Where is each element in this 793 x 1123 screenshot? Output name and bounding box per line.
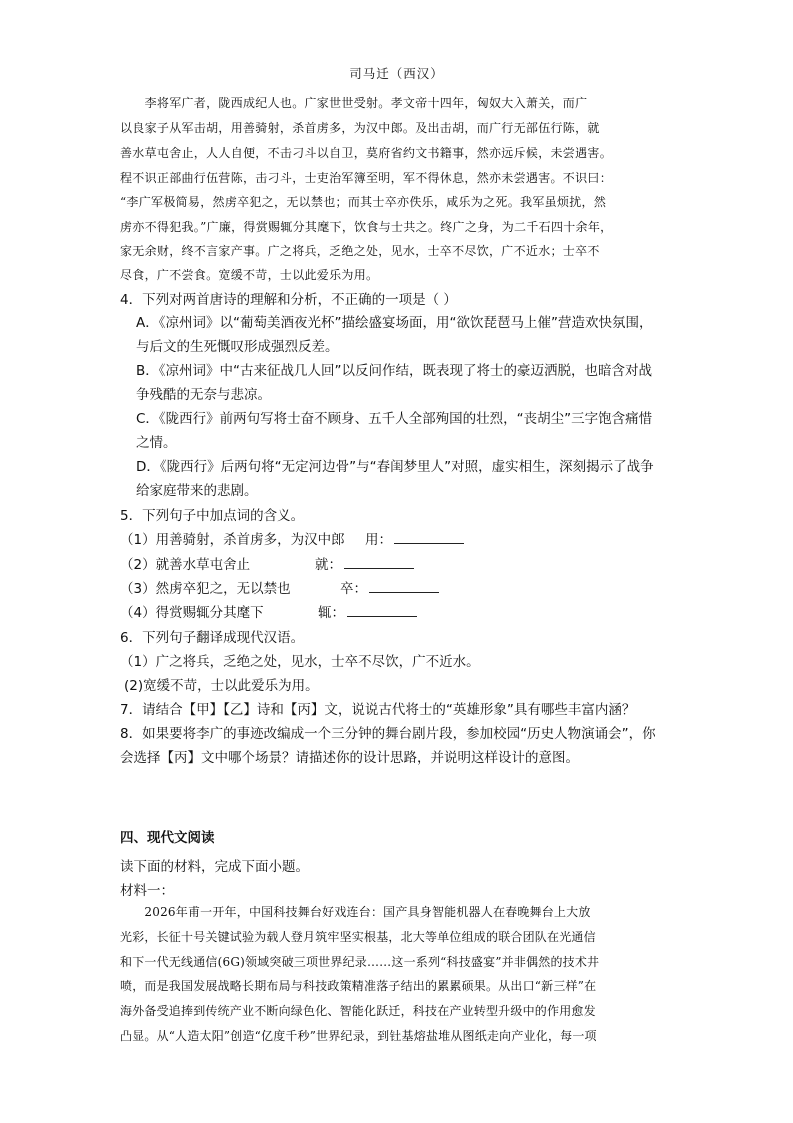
material-line-4: 喷，而是我国发展战略长期布局与科技政策精准落子结出的累累硕果。从出口“新三样”在	[120, 979, 597, 993]
question-4-option-b: B．《凉州词》中“古来征战几人回”以反问作结，既表现了将士的豪迈洒脱，也暗含对战	[136, 363, 652, 379]
answer-blank[interactable]	[394, 530, 464, 544]
question-5-answer-4	[318, 601, 417, 621]
item-word: 卒：	[340, 581, 367, 597]
question-5-answer-2	[315, 553, 414, 573]
question-4-option-d-cont: 给家庭带来的悲剧。	[136, 483, 258, 499]
answer-blank[interactable]	[369, 579, 439, 593]
question-5-answer-1	[365, 528, 464, 548]
classical-line-1: 李将军广者，陇西成纪人也。广家世世受射。孝文帝十四年，匈奴大入萧关，而广	[120, 96, 588, 110]
classical-line-5: “李广军极简易，然虏卒犯之，无以禁也；而其士卒亦佚乐，咸乐为之死。我军虽烦扰，然	[120, 195, 607, 209]
item-number: （1）	[120, 532, 156, 548]
classical-line-8: 尽食，广不尝食。宽缓不苛，士以此爱乐为用。	[120, 268, 379, 282]
question-5-item-1	[120, 528, 345, 548]
section-heading: 四、现代文阅读	[120, 830, 215, 846]
question-4-option-c-cont: 之情。	[136, 435, 177, 451]
question-8-line-1: 8．如果要将李广的事迹改编成一个三分钟的舞台剧片段，参加校园“历史人物演诵会”，你	[120, 726, 656, 742]
question-8-line-2: 会选择【丙】文中哪个场景？请描述你的设计思路，并说明这样设计的意图。	[120, 750, 579, 766]
item-word: 辄：	[318, 605, 345, 621]
question-6-item-1: （1）广之将兵，乏绝之处，见水，士卒不尽饮，广不近水。	[120, 654, 480, 670]
item-text: 就善水草屯舍止	[155, 557, 251, 573]
material-line-2: 光彩，长征十号关键试验为载人登月筑牢坚实根基，北大等单位组成的联合团队在光通信	[120, 930, 596, 944]
question-5-item-2	[120, 553, 250, 573]
classical-line-7: 家无余财，终不言家产事。广之将兵，乏绝之处，见水，士卒不尽饮，广不近水；士卒不	[120, 244, 600, 258]
classical-line-6: 虏亦不得犯我。”广廉，得赏赐辄分其麾下，饮食与士共之。终广之身，为二千石四十余年，	[120, 220, 613, 234]
answer-blank[interactable]	[344, 555, 414, 569]
question-6-stem: 6．下列句子翻译成现代汉语。	[120, 630, 305, 646]
question-4-stem: 4．下列对两首唐诗的理解和分析，不正确的一项是（ ）	[120, 292, 457, 308]
question-4-option-d: D．《陇西行》后两句将“无定河边骨”与“春闺梦里人”对照，虚实相生，深刻揭示了战争	[136, 459, 654, 475]
answer-blank[interactable]	[347, 603, 417, 617]
item-number: （2）	[120, 557, 156, 573]
material-line-6: 凸显。从“人造太阳”创造“亿度千秒”世界纪录，到钍基熔盐堆从图纸走向产业化，每一项	[120, 1029, 597, 1043]
material-line-3: 和下一代无线通信(6G)领域突破三项世界纪录……这一系列“科技盛宴”并非偶然的技术井	[120, 955, 600, 969]
passage-title: 司马迁（西汉）	[349, 66, 444, 81]
question-5-answer-3	[340, 577, 439, 597]
question-4-option-c: C．《陇西行》前两句写将士奋不顾身、五千人全部殉国的壮烈，“丧胡尘”三字饱含痛惜	[136, 411, 653, 427]
classical-line-2: 以良家子从军击胡，用善骑射，杀首虏多，为汉中郎。及出击胡，而广行无部伍行陈，就	[120, 121, 600, 135]
classical-line-3: 善水草屯舍止，人人自便，不击刁斗以自卫，莫府省约文书籍事，然亦远斥候，未尝遇害。	[120, 146, 613, 160]
question-7: 7．请结合【甲】【乙】诗和【丙】文，说说古代将士的“英雄形象”具有哪些丰富内涵？	[120, 702, 636, 718]
material-line-1: 2026年甫一开年，中国科技舞台好戏连台：国产具身智能机器人在春晚舞台上大放	[120, 905, 591, 919]
question-6-item-2: (2)宽缓不苛，士以此爱乐为用。	[124, 678, 319, 694]
item-text: 得赏赐辄分其麾下	[155, 605, 264, 621]
item-number: （4）	[120, 605, 156, 621]
question-4-option-a-cont: 与后文的生死慨叹形成强烈反差。	[136, 339, 339, 355]
section-instruction: 读下面的材料，完成下面小题。	[120, 859, 309, 875]
question-4-option-a: A．《凉州词》以“葡萄美酒夜光杯”描绘盛宴场面，用“欲饮琵琶马上催”营造欢快氛围，	[136, 315, 653, 331]
item-text: 然虏卒犯之，无以禁也	[155, 581, 291, 597]
material-line-5: 海外备受追捧到传统产业不断向绿色化、智能化跃迁，科技在产业转型升级中的作用愈发	[120, 1004, 596, 1018]
question-5-stem: 5．下列句子中加点词的含义。	[120, 508, 305, 524]
item-word: 用：	[365, 532, 392, 548]
item-number: （3）	[120, 581, 156, 597]
item-word: 就：	[315, 557, 342, 573]
question-5-item-4	[120, 601, 264, 621]
material-label: 材料一：	[120, 883, 174, 899]
item-text: 用善骑射，杀首虏多，为汉中郎	[155, 532, 345, 548]
question-4-option-b-cont: 争残酷的无奈与悲凉。	[136, 387, 271, 403]
question-5-item-3	[120, 577, 291, 597]
classical-line-4: 程不识正部曲行伍营陈，击刁斗，士吏治军簿至明，军不得休息，然亦未尝遇害。不识曰：	[120, 171, 613, 185]
